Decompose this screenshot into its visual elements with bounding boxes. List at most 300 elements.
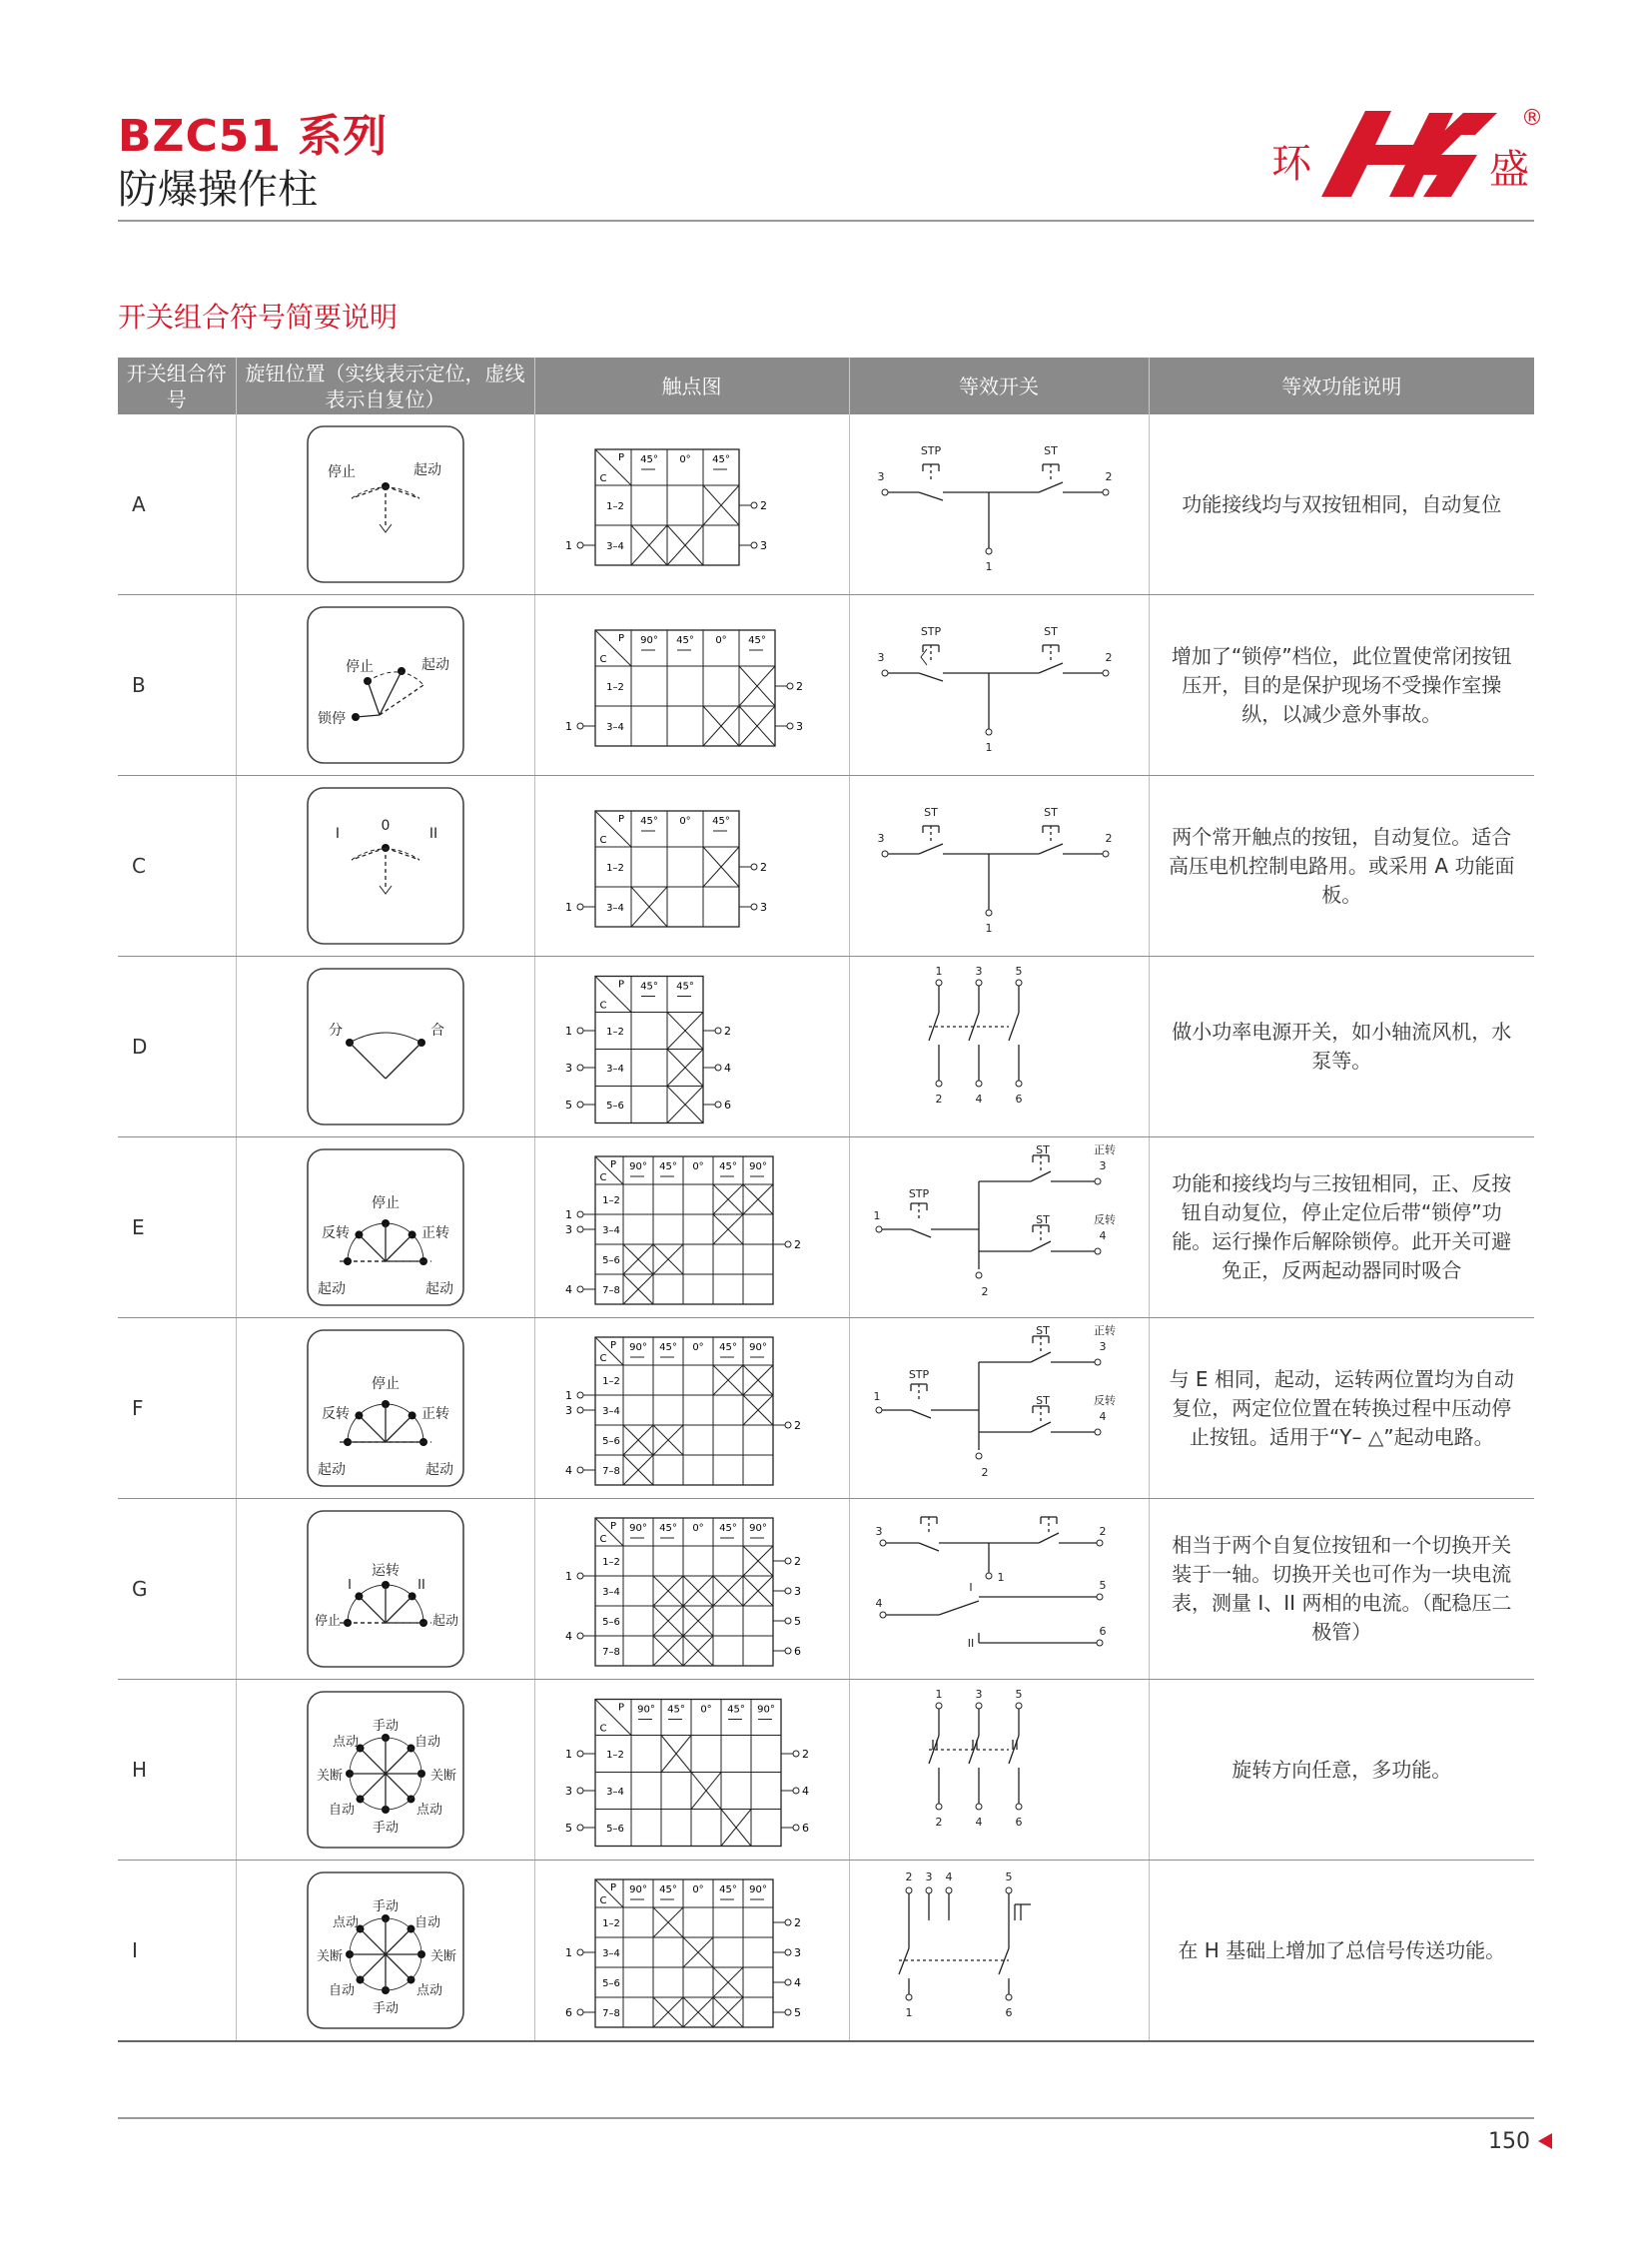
knob-position-diagram (306, 1870, 465, 2030)
terminal-label: 2 (793, 1419, 801, 1432)
terminal-icon (715, 1028, 721, 1034)
contact-diagram-cell (534, 776, 849, 957)
terminal-label: 5 (564, 1822, 572, 1835)
knob-position-cell (236, 776, 534, 957)
terminal-icon (785, 1648, 791, 1654)
brand-logo (1263, 95, 1543, 215)
terminal-label: 4 (801, 1785, 809, 1798)
terminal-label: 6 (723, 1099, 731, 1112)
col-header: 触点图 (534, 358, 849, 414)
equivalent-switch-diagram (859, 1684, 1139, 1856)
angle-label: 45° (639, 981, 658, 993)
terminal-icon (936, 1703, 942, 1709)
terminal-icon (882, 851, 888, 857)
switch-label: I (969, 1581, 973, 1594)
equivalent-switch-diagram (859, 1503, 1139, 1675)
switch-label: 1 (985, 741, 993, 754)
contact-row-label: 3–4 (605, 1787, 624, 1798)
contact-diagram (547, 961, 837, 1132)
contact-row-label: 3–4 (605, 903, 624, 914)
contact-diagram (547, 599, 837, 771)
terminal-icon (1095, 1178, 1101, 1184)
switch-label: 1 (873, 1209, 881, 1222)
terminal-label: 6 (801, 1822, 809, 1835)
label: 停止 (345, 659, 374, 675)
knob-position-cell (236, 1499, 534, 1680)
equivalent-switch-diagram (859, 961, 1139, 1132)
terminal-icon (715, 1065, 721, 1071)
contact-diagram (547, 780, 837, 952)
terminal-icon (1006, 1887, 1012, 1893)
terminal-icon (577, 1949, 583, 1955)
label: 手动 (372, 2001, 399, 2016)
switch-label: 正转 (1094, 1324, 1116, 1337)
terminal-icon (1097, 1640, 1103, 1646)
switch-label: 1 (935, 965, 943, 978)
terminal-icon (715, 1102, 721, 1108)
knob-position-cell (236, 1137, 534, 1318)
contact-row-label: 7–8 (601, 2008, 620, 2019)
equivalent-switch-diagram (859, 1865, 1139, 2036)
equivalent-switch-cell (849, 1318, 1149, 1499)
terminal-icon (1016, 1804, 1022, 1810)
knob-position-cell (236, 1680, 534, 1861)
knob-position-diagram (306, 1147, 465, 1307)
terminal-icon (1095, 1248, 1101, 1254)
switch-label: 1 (873, 1390, 881, 1403)
terminal-icon (577, 1028, 583, 1034)
contact-row-label: 5–6 (601, 1978, 620, 1989)
label: I (335, 826, 340, 842)
label: II (428, 826, 437, 842)
switch-label: 3 (877, 470, 885, 483)
terminal-label: 5 (793, 1615, 801, 1628)
label: 停止 (371, 1376, 400, 1392)
combination-symbol: G (118, 1499, 236, 1680)
terminal-icon (1095, 1429, 1101, 1435)
knob-position-diagram (306, 605, 465, 765)
terminal-label: 2 (793, 1238, 801, 1251)
product-name: 防爆操作柱 (118, 167, 318, 213)
svg-text:P: P (609, 1340, 616, 1351)
switch-label: ST (1044, 444, 1058, 457)
contact-row-label: 1–2 (601, 1376, 620, 1387)
contact-diagram (547, 1141, 837, 1313)
combination-symbol: E (118, 1137, 236, 1318)
equivalent-switch-diagram (859, 418, 1139, 590)
terminal-label: 5 (564, 1099, 572, 1112)
label: 起动 (420, 657, 449, 673)
switch-label: ST (1044, 625, 1058, 638)
label: II (416, 1578, 425, 1593)
terminal-label: 6 (793, 1645, 801, 1658)
registered-mark: ® (1521, 106, 1543, 131)
terminal-label: 2 (795, 680, 803, 693)
knob-position-cell (236, 595, 534, 776)
angle-label: 0° (699, 1704, 712, 1716)
terminal-label: 3 (795, 720, 803, 733)
label: 0 (381, 818, 390, 834)
angle-label: 45° (658, 1342, 677, 1353)
switch-label: 1 (985, 922, 993, 935)
terminal-icon (986, 1573, 992, 1579)
switch-label: 反转 (1094, 1394, 1116, 1407)
label: 自动 (328, 1803, 355, 1818)
function-description: 功能接线均与双按钮相同，自动复位 (1149, 414, 1534, 595)
terminal-icon (577, 1788, 583, 1794)
terminal-label: 2 (759, 499, 767, 512)
switch-label: ST (1036, 1213, 1050, 1226)
terminal-icon (577, 1751, 583, 1757)
switch-label: 2 (981, 1466, 989, 1479)
col-header: 开关组合符号 (118, 358, 236, 414)
label: 起动 (431, 1614, 458, 1629)
terminal-icon (793, 1825, 799, 1831)
terminal-label: 3 (564, 1223, 572, 1236)
table-row (118, 1680, 1534, 1861)
svg-text:P: P (617, 1702, 624, 1714)
svg-text:P: P (609, 1521, 616, 1532)
switch-label: ST (924, 806, 938, 819)
angle-label: 45° (658, 1884, 677, 1895)
switch-label: 4 (1099, 1410, 1107, 1423)
function-description: 在 H 基础上增加了总信号传送功能。 (1149, 1861, 1534, 2042)
switch-label: 4 (975, 1093, 983, 1106)
label: 点动 (332, 1915, 359, 1930)
table-row (118, 1318, 1534, 1499)
switch-label: 2 (1105, 832, 1113, 845)
angle-label: 0° (678, 816, 691, 827)
series-title: BZC51 系列 (118, 111, 389, 162)
switch-label: 4 (975, 1816, 983, 1829)
terminal-icon (1016, 1703, 1022, 1709)
switch-label: 3 (975, 965, 983, 978)
contact-row-label: 1–2 (601, 1557, 620, 1568)
knob-position-diagram (306, 967, 465, 1126)
switch-label: 4 (875, 1597, 883, 1610)
label: 关断 (429, 1949, 456, 1964)
table-row (118, 595, 1534, 776)
contact-row-label: 3–4 (601, 1225, 620, 1236)
contact-row-label: 1–2 (605, 501, 624, 512)
contact-diagram-cell (534, 414, 849, 595)
angle-label: 90° (628, 1161, 647, 1172)
label: 关断 (316, 1949, 343, 1964)
angle-label: 45° (711, 816, 730, 827)
contact-diagram (547, 1503, 837, 1675)
contact-diagram (547, 1865, 837, 2036)
contact-row-label: 5–6 (601, 1617, 620, 1628)
terminal-label: 4 (564, 1630, 572, 1643)
label: 点动 (415, 1803, 442, 1818)
switch-label: 5 (1005, 1870, 1013, 1883)
angle-label: 90° (748, 1523, 767, 1534)
svg-text:C: C (599, 1723, 606, 1735)
switch-label: 4 (945, 1870, 953, 1883)
equivalent-switch-cell (849, 1137, 1149, 1318)
terminal-label: 2 (723, 1025, 731, 1038)
col-header: 等效功能说明 (1149, 358, 1534, 414)
switch-label: 2 (981, 1285, 989, 1298)
equivalent-switch-diagram (859, 599, 1139, 771)
terminal-icon (785, 1949, 791, 1955)
svg-text:C: C (599, 1000, 606, 1012)
terminal-icon (785, 1919, 791, 1925)
switch-label: 2 (1099, 1525, 1107, 1538)
switch-label: 2 (1105, 470, 1113, 483)
equivalent-switch-cell (849, 776, 1149, 957)
terminal-label: 1 (564, 1946, 572, 1959)
terminal-icon (577, 1102, 583, 1108)
svg-text:P: P (609, 1159, 616, 1170)
label: 停止 (327, 464, 356, 480)
label: 停止 (314, 1614, 341, 1629)
terminal-label: 2 (793, 1555, 801, 1568)
terminal-icon (926, 1887, 932, 1893)
terminal-label: 1 (564, 1748, 572, 1761)
angle-label: 45° (675, 981, 694, 993)
angle-label: 45° (639, 454, 658, 465)
function-description: 做小功率电源开关，如小轴流风机，水泵等。 (1149, 957, 1534, 1137)
equivalent-switch-diagram (859, 1322, 1139, 1494)
label: 分 (328, 1023, 343, 1039)
switch-label: 2 (1105, 651, 1113, 664)
angle-label: 45° (718, 1523, 737, 1534)
knob-position-cell (236, 1861, 534, 2042)
switch-label: 1 (997, 1571, 1005, 1584)
contact-row-label: 1–2 (605, 1750, 624, 1761)
terminal-label: 3 (564, 1404, 572, 1417)
col-header: 等效开关 (849, 358, 1149, 414)
contact-row-label: 7–8 (601, 1466, 620, 1477)
angle-label: 90° (748, 1161, 767, 1172)
svg-text:C: C (599, 835, 606, 846)
switch-label: STP (920, 625, 942, 638)
angle-label: 0° (691, 1161, 704, 1172)
switch-label: 2 (935, 1816, 943, 1829)
logo-right-char: 盛 (1489, 147, 1529, 193)
table-header-row (118, 358, 1534, 414)
terminal-icon (577, 1211, 583, 1217)
terminal-label: 1 (564, 539, 572, 552)
switch-label: 6 (1015, 1816, 1023, 1829)
terminal-icon (577, 1825, 583, 1831)
terminal-label: 3 (564, 1785, 572, 1798)
terminal-icon (880, 1612, 886, 1618)
terminal-icon (577, 542, 583, 548)
terminal-icon (1103, 670, 1109, 676)
switch-label: 2 (905, 1870, 913, 1883)
knob-position-diagram (306, 786, 465, 946)
switch-label: 5 (1015, 1688, 1023, 1701)
label: 起动 (424, 1281, 453, 1297)
switch-label: 3 (875, 1525, 883, 1538)
terminal-icon (577, 1286, 583, 1292)
terminal-icon (577, 1633, 583, 1639)
terminal-icon (577, 2009, 583, 2015)
terminal-label: 4 (564, 1464, 572, 1477)
angle-label: 90° (628, 1342, 647, 1353)
contact-row-label: 3–4 (605, 722, 624, 733)
contact-diagram-cell (534, 957, 849, 1137)
terminal-label: 2 (801, 1748, 809, 1761)
terminal-icon (785, 1618, 791, 1624)
terminal-icon (1097, 1540, 1103, 1546)
terminal-icon (876, 1226, 882, 1232)
switch-label: 6 (1099, 1625, 1107, 1638)
contact-diagram (547, 1322, 837, 1494)
terminal-icon (577, 723, 583, 729)
switch-combination-table (118, 358, 1534, 2042)
terminal-icon (577, 1065, 583, 1071)
terminal-icon (976, 980, 982, 986)
terminal-label: 1 (564, 1570, 572, 1583)
contact-diagram-cell (534, 595, 849, 776)
terminal-icon (1103, 851, 1109, 857)
svg-text:P: P (617, 633, 624, 644)
switch-label: STP (920, 444, 942, 457)
terminal-label: 3 (793, 1946, 801, 1959)
terminal-label: 4 (564, 1283, 572, 1296)
label: 反转 (321, 1406, 350, 1422)
equivalent-switch-cell (849, 1680, 1149, 1861)
table-row (118, 1137, 1534, 1318)
angle-label: 45° (675, 635, 694, 646)
label: 锁停 (317, 711, 346, 727)
contact-row-label: 5–6 (601, 1255, 620, 1266)
terminal-icon (793, 1751, 799, 1757)
label: 自动 (328, 1983, 355, 1998)
page-number: 150 (1488, 2129, 1530, 2154)
knob-position-cell (236, 1318, 534, 1499)
terminal-icon (577, 904, 583, 910)
label: 点动 (332, 1735, 359, 1750)
svg-text:C: C (599, 1172, 606, 1183)
svg-text:P: P (617, 814, 624, 825)
contact-row-label: 5–6 (605, 1824, 624, 1835)
svg-text:C: C (599, 654, 606, 665)
label: 起动 (424, 1462, 453, 1478)
combination-symbol: F (118, 1318, 236, 1499)
terminal-icon (936, 1081, 942, 1087)
angle-label: 45° (718, 1884, 737, 1895)
terminal-label: 2 (759, 861, 767, 874)
angle-label: 0° (691, 1523, 704, 1534)
label: 关断 (316, 1769, 343, 1784)
function-description: 增加了“锁停”档位，此位置使常闭按钮压开，目的是保护现场不受操作室操纵，以减少意外事故。 (1149, 595, 1534, 776)
terminal-label: 5 (793, 2006, 801, 2019)
function-description: 两个常开触点的按钮，自动复位。适合高压电机控制电路用。或采用 A 功能面板。 (1149, 776, 1534, 957)
label: 点动 (415, 1983, 442, 1998)
terminal-label: 3 (564, 1062, 572, 1075)
contact-row-label: 1–2 (605, 863, 624, 874)
contact-row-label: 3–4 (605, 1064, 624, 1075)
contact-diagram (547, 1684, 837, 1856)
terminal-icon (785, 1422, 791, 1428)
terminal-icon (577, 1573, 583, 1579)
terminal-label: 1 (564, 1208, 572, 1221)
angle-label: 45° (658, 1523, 677, 1534)
terminal-label: 4 (723, 1062, 731, 1075)
terminal-icon (976, 1703, 982, 1709)
terminal-icon (880, 1540, 886, 1546)
contact-diagram-cell (534, 1861, 849, 2042)
angle-label: 90° (748, 1342, 767, 1353)
terminal-icon (577, 1226, 583, 1232)
terminal-icon (986, 548, 992, 554)
switch-label: II (967, 1637, 975, 1650)
terminal-icon (751, 864, 757, 870)
section-title: 开关组合符号简要说明 (118, 301, 399, 334)
label: 手动 (372, 1899, 399, 1914)
contact-row-label: 7–8 (601, 1285, 620, 1296)
contact-row-label: 5–6 (605, 1101, 624, 1112)
terminal-icon (1016, 1081, 1022, 1087)
switch-label: 1 (905, 2006, 913, 2019)
label: 合 (429, 1023, 444, 1039)
terminal-label: 2 (793, 1916, 801, 1929)
knob-position-diagram (306, 1509, 465, 1669)
angle-label: 45° (658, 1161, 677, 1172)
function-description: 功能和接线均与三按钮相同，正、反按钮自动复位，停止定位后带“锁停”功能。运行操作后解除锁停。此开关可避免正，反两起动器同时吸合 (1149, 1137, 1534, 1318)
combination-symbol: D (118, 957, 236, 1137)
label: 自动 (413, 1915, 440, 1930)
terminal-icon (1006, 1994, 1012, 2000)
switch-label: 1 (985, 560, 993, 573)
angle-label: 90° (639, 635, 658, 646)
table-row (118, 1499, 1534, 1680)
function-description: 与 E 相同，起动，运转两位置均为自动复位，两定位位置在转换过程中压动停止按钮。适用于“Y– △”起动电路。 (1149, 1318, 1534, 1499)
contact-diagram-cell (534, 1318, 849, 1499)
contact-row-label: 3–4 (601, 1948, 620, 1959)
label: 停止 (371, 1195, 400, 1211)
angle-label: 0° (691, 1342, 704, 1353)
terminal-icon (577, 1392, 583, 1398)
knob-position-diagram (306, 424, 465, 584)
table-row (118, 414, 1534, 595)
terminal-icon (1097, 1594, 1103, 1600)
angle-label: 90° (748, 1884, 767, 1895)
contact-row-label: 3–4 (601, 1587, 620, 1598)
angle-label: 0° (714, 635, 727, 646)
angle-label: 0° (678, 454, 691, 465)
terminal-label: 3 (793, 1585, 801, 1598)
terminal-label: 1 (564, 1389, 572, 1402)
equivalent-switch-cell (849, 1861, 1149, 2042)
svg-text:P: P (617, 452, 624, 463)
terminal-icon (936, 1804, 942, 1810)
contact-row-label: 1–2 (605, 682, 624, 693)
contact-row-label: 7–8 (601, 1647, 620, 1658)
equivalent-switch-diagram (859, 780, 1139, 952)
switch-label: 3 (877, 832, 885, 845)
equivalent-switch-cell (849, 1499, 1149, 1680)
page-arrow-icon (1538, 2133, 1552, 2149)
terminal-icon (882, 489, 888, 495)
svg-text:C: C (599, 473, 606, 484)
header-rule (118, 220, 1534, 222)
terminal-icon (976, 1804, 982, 1810)
svg-text:P: P (617, 979, 624, 991)
contact-diagram (547, 418, 837, 590)
contact-row-label: 3–4 (605, 541, 624, 552)
label: 自动 (413, 1735, 440, 1750)
table-row (118, 1861, 1534, 2042)
terminal-icon (906, 1887, 912, 1893)
terminal-icon (976, 1272, 982, 1278)
terminal-icon (751, 904, 757, 910)
terminal-icon (1103, 489, 1109, 495)
